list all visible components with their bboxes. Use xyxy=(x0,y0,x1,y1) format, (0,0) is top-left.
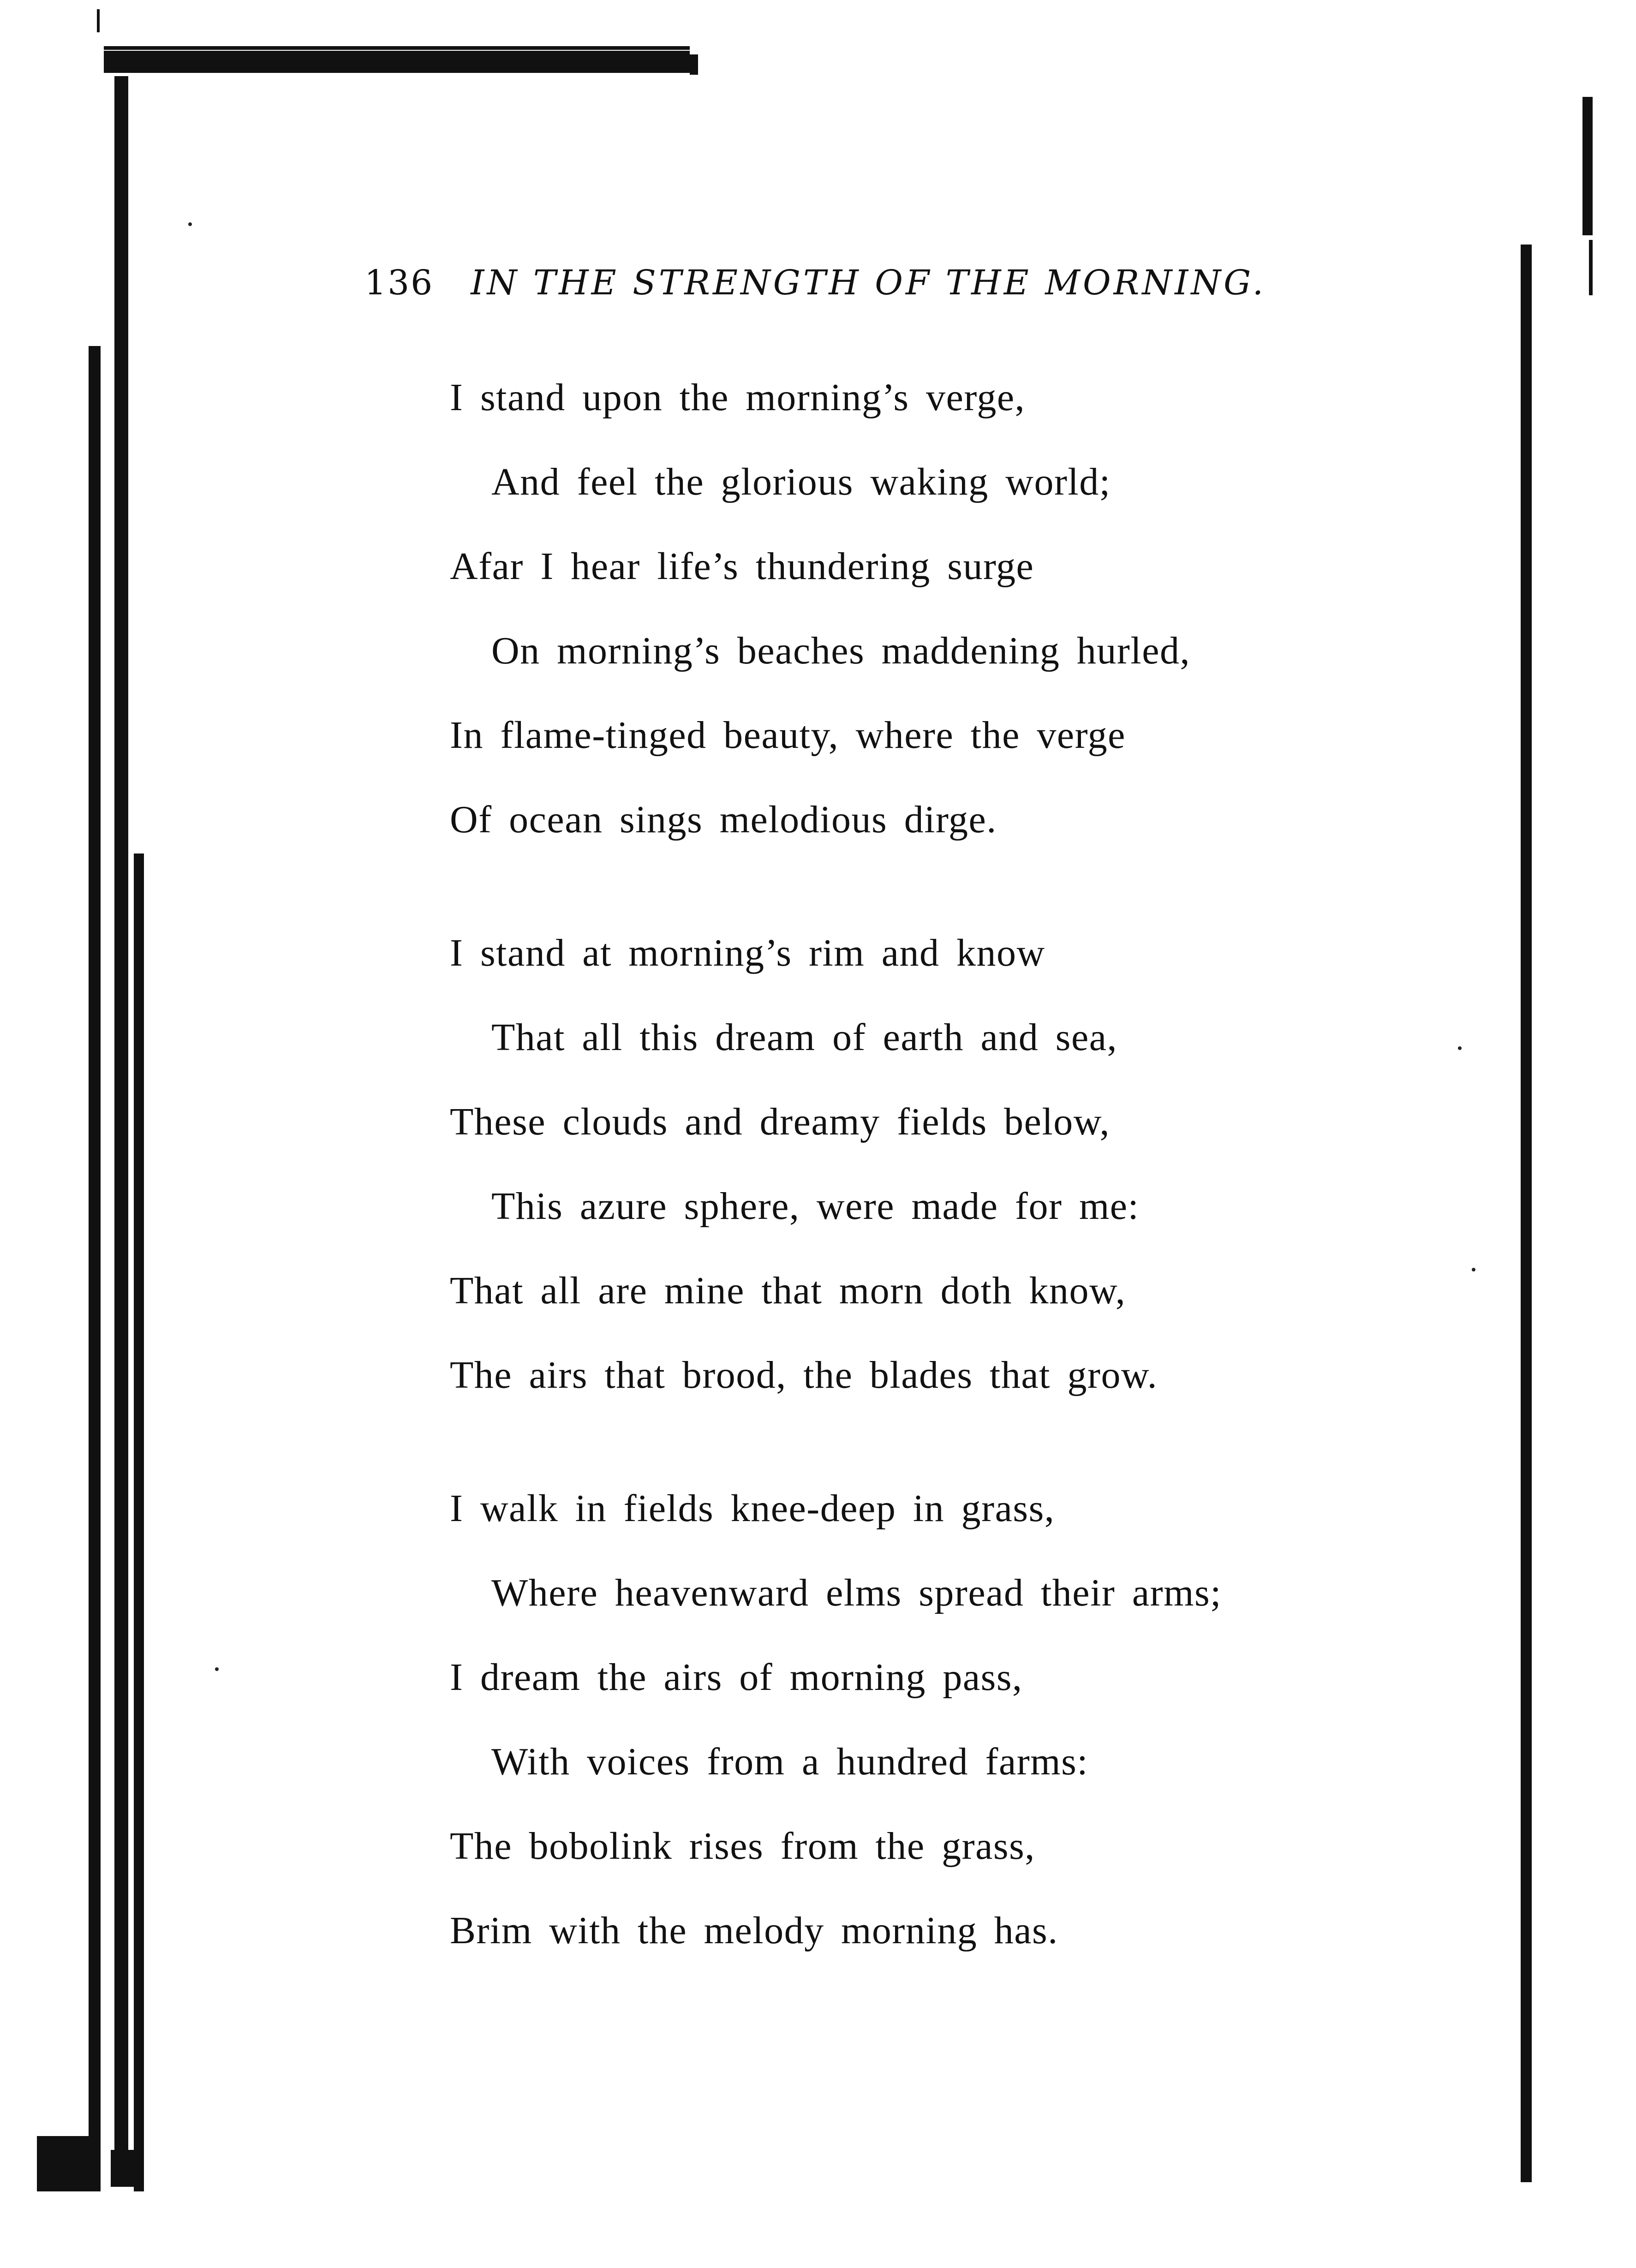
scan-edge-top-notch xyxy=(690,54,698,75)
poem-line: The bobolink rises from the grass, xyxy=(450,1825,1035,1868)
scan-edge-right xyxy=(1521,245,1532,2182)
poem-line: These clouds and dreamy fields below, xyxy=(450,1100,1110,1143)
poem-line: And feel the glorious waking world; xyxy=(491,460,1111,503)
scan-edge-top-thin xyxy=(104,46,690,50)
scan-speck xyxy=(1472,1268,1475,1271)
scan-edge-left-base xyxy=(37,2136,92,2191)
scan-speck xyxy=(188,222,192,226)
poem-line: Where heavenward elms spread their arms; xyxy=(491,1571,1222,1614)
poem-line: Brim with the melody morning has. xyxy=(450,1909,1058,1952)
poem-line: Afar I hear life’s thundering surge xyxy=(450,545,1034,588)
poem xyxy=(450,355,1349,2022)
running-head xyxy=(364,263,1343,309)
stanza-1 xyxy=(450,355,1349,862)
page-title: IN THE STRENGTH OF THE MORNING. xyxy=(471,263,1266,303)
poem-line: In flame-tinged beauty, where the verge xyxy=(450,714,1126,757)
poem-line: That all are mine that morn doth know, xyxy=(450,1269,1126,1312)
scan-edge-left xyxy=(114,76,128,2180)
scan-edge-mark xyxy=(97,9,100,32)
poem-line: I stand at morning’s rim and know xyxy=(450,931,1045,974)
poem-line: I stand upon the morning’s verge, xyxy=(450,376,1026,419)
poem-line: The airs that brood, the blades that grow. xyxy=(450,1354,1158,1397)
scan-edge-top xyxy=(104,51,690,73)
poem-line: I dream the airs of morning pass, xyxy=(450,1656,1023,1699)
scan-edge-left-base-inner xyxy=(111,2150,143,2187)
scan-edge-right-mark xyxy=(1589,240,1593,295)
scan-speck xyxy=(215,1667,219,1671)
stanza-2 xyxy=(450,911,1349,1417)
page-number: 136 xyxy=(364,263,434,303)
poem-line: That all this dream of earth and sea, xyxy=(491,1016,1118,1059)
scan-edge-left-inner xyxy=(134,853,144,2191)
poem-line: This azure sphere, were made for me: xyxy=(491,1185,1140,1228)
poem-line: On morning’s beaches maddening hurled, xyxy=(491,629,1190,672)
poem-line: I walk in fields knee-deep in grass, xyxy=(450,1487,1055,1530)
scan-speck xyxy=(1458,1046,1462,1050)
poem-line: With voices from a hundred farms: xyxy=(491,1740,1089,1783)
poem-line: Of ocean sings melodious dirge. xyxy=(450,798,997,841)
scan-edge-left-outer xyxy=(89,346,101,2191)
scan-edge-right-top xyxy=(1582,97,1593,235)
stanza-3 xyxy=(450,1466,1349,1973)
